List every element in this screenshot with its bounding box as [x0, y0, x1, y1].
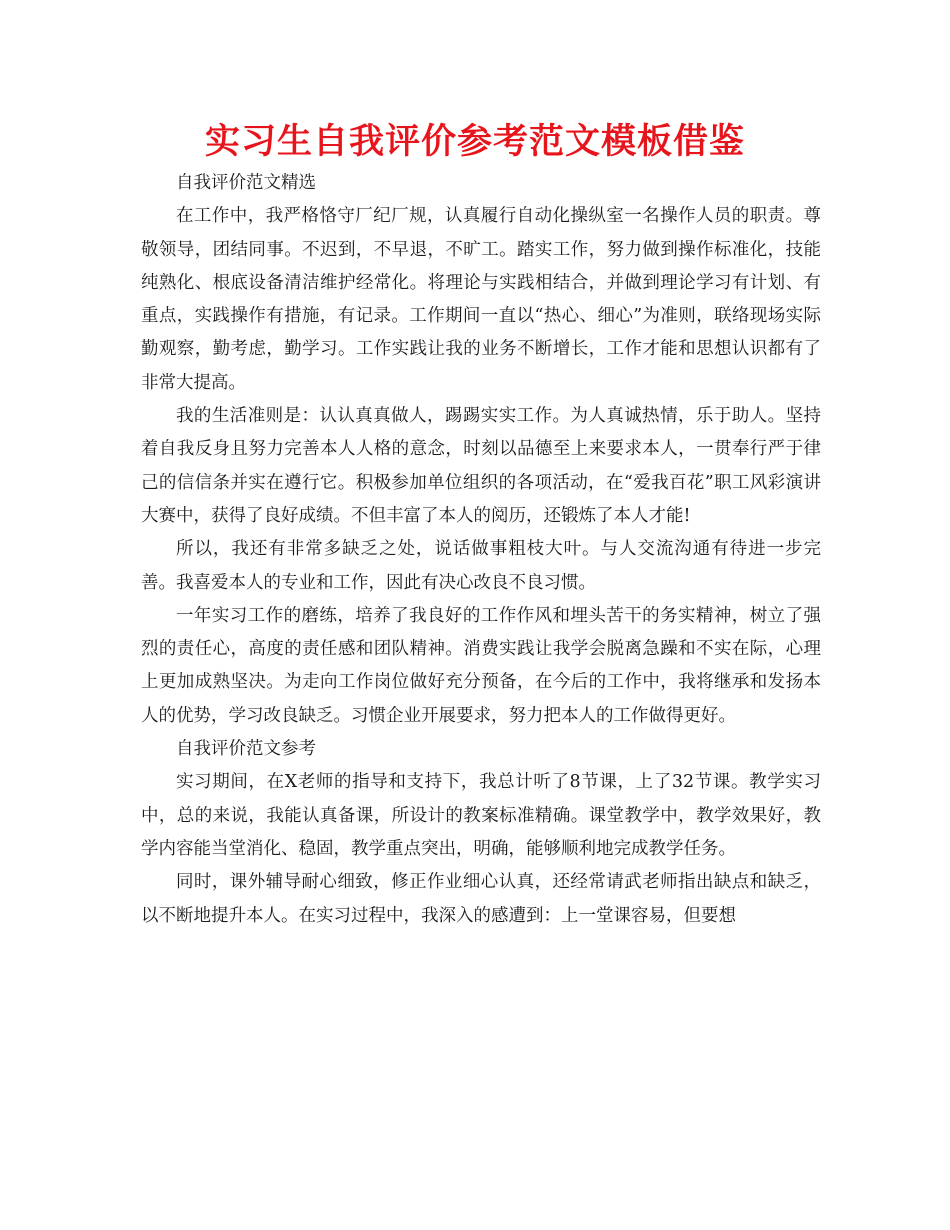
section-heading: 自我评价范文参考 [176, 739, 316, 760]
paragraph: 实习期间，在X老师的指导和支持下，我总计听了8节课，上了32节课。教学实习中，总的来说，我能认真备课，所设计的教案标准精确。课堂教学中，教学效果好，教学内容能当堂消化、稳固，教学重点突出，明确，能够顺利地完成教学任务。 [141, 772, 821, 859]
document-title: 实习生自我评价参考范文模板借鉴 [204, 122, 745, 162]
paragraph: 在工作中，我严格恪守厂纪厂规，认真履行自动化操纵室一名操作人员的职责。尊敬领导，团结同事。不迟到，不早退，不旷工。踏实工作，努力做到操作标准化，技能纯熟化、根底设备清洁维护经常化。将理论与实践相结合，并做到理论学习有计划、有重点，实践操作有措施，有记录。工作期间一直以“热心、细心”为准则，联络现场实际勤观察，勤考虑，勤学习。工作实践让我的业务不断增长，工作才能和思想认识都有了非常大提高。 [141, 206, 821, 393]
paragraph: 同时，课外辅导耐心细致，修正作业细心认真，还经常请武老师指出缺点和缺乏，以不断地提升本人。在实习过程中，我深入的感遭到：上一堂课容易，但要想 [141, 872, 821, 926]
paragraph: 所以，我还有非常多缺乏之处，说话做事粗枝大叶。与人交流沟通有待进一步完善。我喜爱本人的专业和工作，因此有决心改良不良习惯。 [141, 539, 821, 593]
paragraph: 一年实习工作的磨练，培养了我良好的工作作风和埋头苦干的务实精神，树立了强烈的责任心，高度的责任感和团队精神。消费实践让我学会脱离急躁和不实在际，心理上更加成熟坚决。为走向工作岗位做好充分预备，在今后的工作中，我将继承和发扬本人的优势，学习改良缺乏。习惯企业开展要求，努力把本人的工作做得更好。 [141, 605, 821, 726]
document-body [141, 167, 821, 933]
section-heading: 自我评价范文精选 [176, 173, 316, 193]
paragraph: 我的生活准则是：认认真真做人，踢踢实实工作。为人真诚热情，乐于助人。坚持着自我反身且努力完善本人人格的意念，时刻以品德至上来要求本人，一贯奉行严于律己的信信条并实在遵行它。积极参加单位组织的各项活动，在“爱我百花”职工风彩演讲大赛中，获得了良好成绩。不但丰富了本人的阅历，还锻炼了本人才能! [141, 406, 821, 526]
